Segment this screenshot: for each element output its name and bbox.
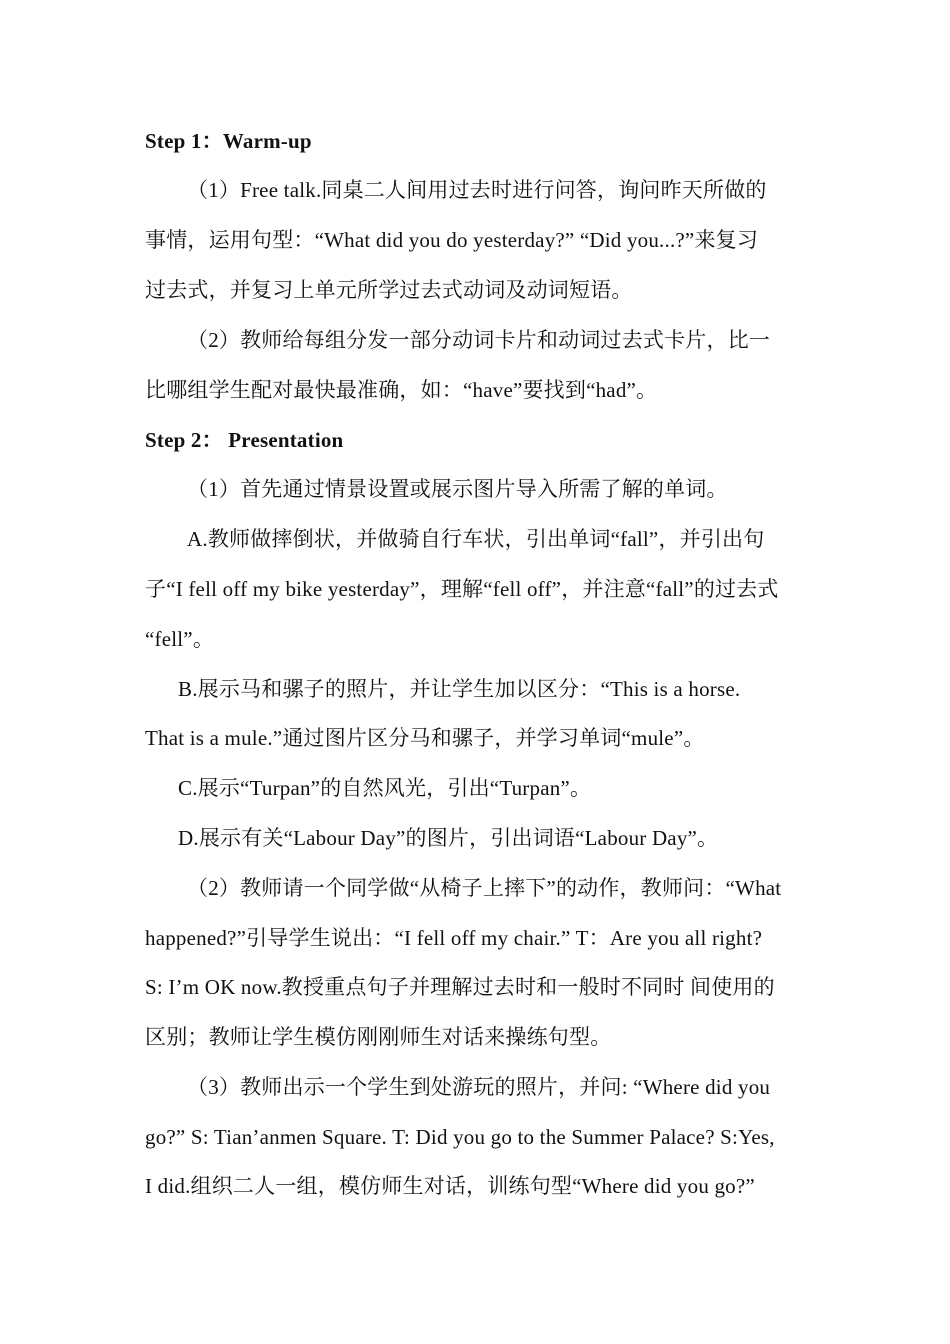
step2-item1-line1: （1）首先通过情景设置或展示图片导入所需了解的单词。: [187, 477, 728, 501]
step2-item2-line3: S: I’m OK now.教授重点句子并理解过去时和一般时不同时 间使用的: [145, 975, 775, 999]
step2-item2-line1: （2）教师请一个同学做“从椅子上摔下”的动作，教师问：“What: [187, 876, 782, 900]
step1-heading: Step 1：Warm-up: [145, 129, 312, 153]
step2-itemB-line2: That is a mule.”通过图片区分马和骡子，并学习单词“mule”。: [145, 726, 705, 750]
step2-itemA-line2: 子“I fell off my bike yesterday”，理解“fell off”，并注意“fall”的过去式: [145, 577, 779, 601]
step1-item1-line2: 事情，运用句型：“What did you do yesterday?” “Did you...?”来复习: [145, 228, 759, 252]
step1-item1-line3: 过去式，并复习上单元所学过去式动词及动词短语。: [145, 278, 633, 302]
step2-item3-line1: （3）教师出示一个学生到处游玩的照片，并问: “Where did you: [187, 1075, 771, 1099]
step1-item1-line1: （1）Free talk.同桌二人间用过去时进行问答，询问昨天所做的: [187, 178, 767, 202]
step2-item3-line3: I did.组织二人一组，模仿师生对话，训练句型“Where did you go?”: [145, 1174, 755, 1198]
step2-itemB-line1: B.展示马和骡子的照片，并让学生加以区分：“This is a horse.: [178, 677, 741, 701]
step1-item2-line2: 比哪组学生配对最快最准确，如：“have”要找到“had”。: [145, 378, 658, 402]
step2-item3-line2: go?” S: Tian’anmen Square. T: Did you go to the Summer Palace? S:Yes,: [145, 1125, 775, 1149]
step2-itemD-line1: D.展示有关“Labour Day”的图片，引出词语“Labour Day”。: [178, 826, 719, 850]
step2-heading: Step 2： Presentation: [145, 428, 344, 452]
step2-item2-line4: 区别；教师让学生模仿刚刚师生对话来操练句型。: [145, 1025, 612, 1049]
step2-item2-line2: happened?”引导学生说出：“I fell off my chair.” T：Are you all right?: [145, 926, 763, 950]
step2-itemA-line1: A.教师做摔倒状，并做骑自行车状，引出单词“fall”，并引出句: [187, 527, 765, 551]
step2-itemA-line3: “fell”。: [145, 627, 215, 651]
step1-item2-line1: （2）教师给每组分发一部分动词卡片和动词过去式卡片，比一: [187, 328, 771, 352]
step2-itemC-line1: C.展示“Turpan”的自然风光，引出“Turpan”。: [178, 776, 592, 800]
